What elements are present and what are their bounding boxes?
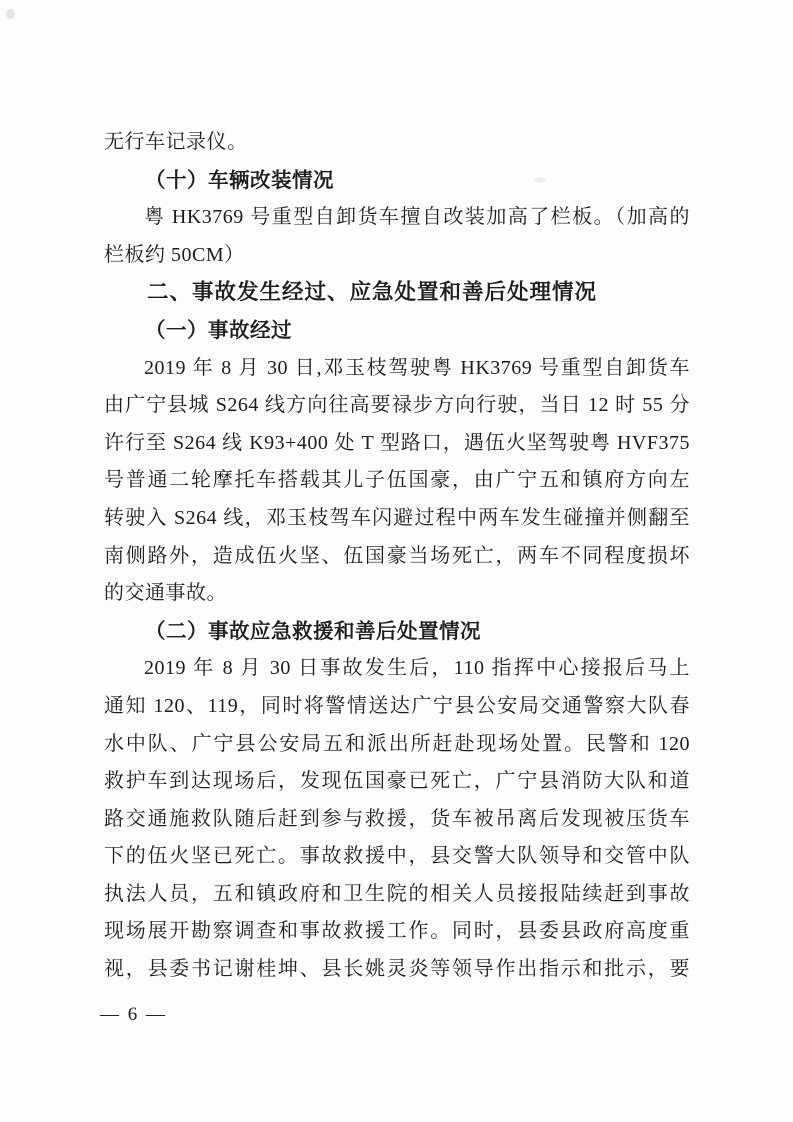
body-line: 号普通二轮摩托车搭载其儿子伍国豪，由广宁五和镇府方向左	[104, 469, 690, 492]
body-line: 现场展开勘察调查和事故救援工作。同时，县委县政府高度重	[104, 920, 690, 943]
body-line: 由广宁县城 S264 线方向往高要禄步方向行驶，当日 12 时 55 分	[104, 394, 690, 417]
body-line: 路交通施救队随后赶到参与救援，货车被吊离后发现被压货车	[104, 807, 690, 830]
body-line: 许行至 S264 线 K93+400 处 T 型路口，遇伍火坚驾驶粤 HVF375	[104, 431, 690, 454]
body-line: 水中队、广宁县公安局五和派出所赶赴现场处置。民警和 120	[104, 732, 690, 755]
body-line: 下的伍火坚已死亡。事故救援中，县交警大队领导和交管中队	[104, 845, 690, 868]
body-line: 视，县委书记谢桂坤、县长姚灵炎等领导作出指示和批示，要	[104, 958, 690, 981]
page-number: — 6 —	[100, 1004, 167, 1025]
scan-speck	[6, 9, 15, 19]
body-line: 转驶入 S264 线，邓玉枝驾车闪避过程中两车发生碰撞并侧翻至	[104, 506, 690, 529]
body-line: 栏板约 50CM）	[104, 243, 245, 266]
body-line: 的交通事故。	[104, 582, 227, 605]
body-line: 粤 HK3769 号重型自卸货车擅自改装加高了栏板。（加高的	[144, 206, 690, 229]
body-line: 2019 年 8 月 30 日事故发生后，110 指挥中心接报后马上	[144, 657, 690, 680]
body-line: 无行车记录仪。	[104, 131, 248, 153]
body-line: 通知 120、119，同时将警情送达广宁县公安局交通警察大队春	[104, 694, 690, 717]
section-heading: （一）事故经过	[145, 318, 292, 342]
document-body	[104, 124, 690, 989]
body-line: 2019 年 8 月 30 日,邓玉枝驾驶粤 HK3769 号重型自卸货车	[144, 356, 690, 379]
body-line: 救护车到达现场后，发现伍国豪已死亡，广宁县消防大队和道	[104, 770, 690, 793]
body-line: 南侧路外，造成伍火坚、伍国豪当场死亡，两车不同程度损坏	[104, 544, 690, 567]
section-heading: （十）车辆改装情况	[145, 168, 334, 192]
section-heading: （二）事故应急救援和善后处置情况	[145, 619, 481, 643]
chapter-heading: 二、事故发生经过、应急处置和善后处理情况	[147, 280, 598, 305]
body-line: 执法人员，五和镇政府和卫生院的相关人员接报陆续赶到事故	[104, 882, 690, 905]
